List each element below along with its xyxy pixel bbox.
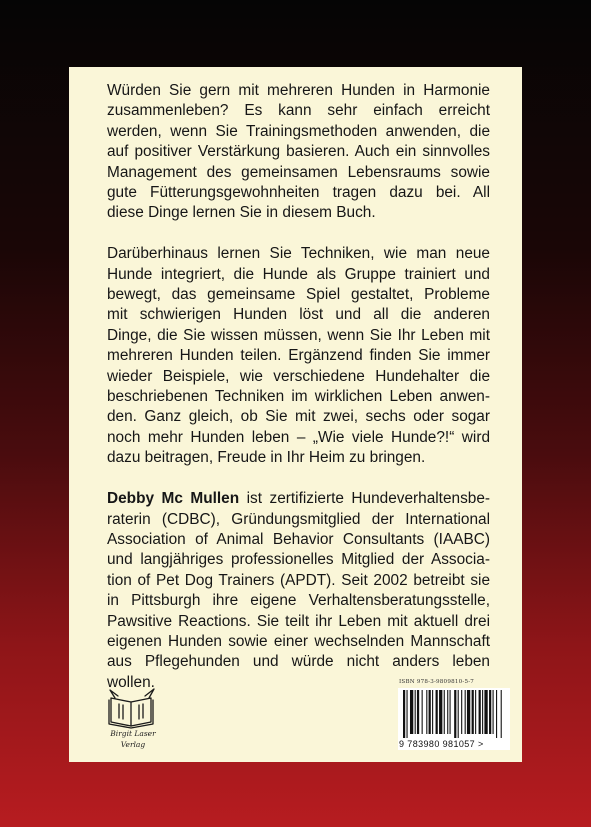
text-line: dazu beitragen, Freude in Ihr Heim zu bringen. — [107, 449, 426, 467]
text-line: den. Ganz gleich, ob Sie mit zwei, sechs oder sogar — [107, 408, 490, 426]
text-panel — [69, 67, 522, 762]
text-line: Pawsitive Reactions. Sie teilt ihr Leben mit aktuell drei — [107, 612, 490, 630]
barcode-bars — [403, 690, 503, 738]
text-line: Dinge, die Sie wissen müssen, wenn Sie Ihr Leben mit — [107, 326, 490, 344]
blurb-text — [107, 81, 490, 693]
publisher-name: Birgit Laser Verlag — [110, 729, 156, 749]
text-line: tion of Pet Dog Trainers (APDT). Seit 2002 betreibt sie — [107, 571, 490, 589]
text-line: mit schwierigen Hunden löst und all die anderen — [107, 306, 490, 324]
text-line: Management des gemeinsamen Lebensraums sowie — [107, 163, 490, 181]
isbn-barcode — [398, 688, 510, 750]
text-line: Association of Animal Behavior Consultants (IAABC) — [107, 530, 490, 548]
text-line: zusammenleben? Es kann sehr einfach erreicht — [107, 102, 490, 120]
text-line: werden, wenn Sie Trainingsmethoden anwenden, die — [107, 122, 490, 140]
paragraph-techniques — [107, 244, 490, 468]
text-line: wollen. — [107, 673, 155, 691]
text-line: Debby Mc Mullen ist zertifizierte Hundeverhaltensbe- — [107, 490, 491, 508]
text-line: raterin (CDBC), Gründungsmitglied der International — [107, 510, 490, 528]
text-line: Darüberhinaus lernen Sie Techniken, wie man neue — [107, 245, 490, 263]
text-line: bewegt, das gemeinsame Spiel gestaltet, Probleme — [107, 286, 490, 304]
text-line: wieder Beispiele, wie verschiedene Hundehalter die — [107, 367, 490, 385]
text-line: Hunde integriert, die Hunde als Gruppe trainiert und — [107, 265, 490, 283]
open-book-with-dog-ears-icon — [105, 688, 161, 730]
paragraph-author-bio — [107, 489, 490, 693]
text-line: mehreren Hunden teilen. Ergänzend finden Sie immer — [107, 347, 490, 365]
text-line: diese Dinge lernen Sie in diesem Buch. — [107, 204, 376, 222]
barcode-number: 9 783980 981057 > — [399, 739, 484, 749]
text-line: in Pittsburgh ihre eigene Verhaltensberatungsstelle, — [107, 592, 490, 610]
isbn-label: ISBN 978-3-9809810-5-7 — [399, 679, 475, 685]
author-name: Debby Mc Mullen — [107, 490, 240, 508]
text-line: gute Fütterungsgewohnheiten tragen dazu bei. All — [107, 184, 490, 202]
paragraph-intro — [107, 81, 490, 224]
text-line: eigenen Hunden sowie einer wechselnden Mannschaft — [107, 632, 490, 650]
text-line: auf positiver Verstärkung basieren. Auch ein sinnvolles — [107, 143, 490, 161]
text-line: Würden Sie gern mit mehreren Hunden in Harmonie — [107, 82, 490, 99]
text-line: beschriebenen Techniken im wirklichen Leben anwen- — [107, 388, 490, 406]
text-line: und langjähriges professionelles Mitglied der Associa- — [107, 551, 490, 569]
text-line: noch mehr Hunden leben – „Wie viele Hunde?!“ wird — [107, 428, 490, 446]
publisher-logo — [105, 688, 165, 758]
text-line: aus Pflegehunden und würde nicht anders leben — [107, 653, 490, 671]
